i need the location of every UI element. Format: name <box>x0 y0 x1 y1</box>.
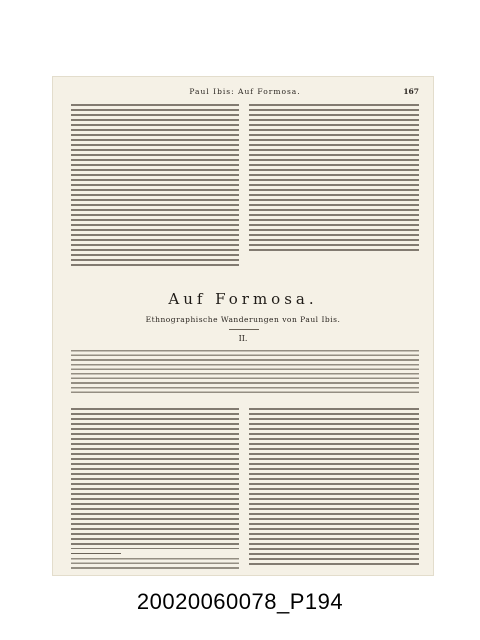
catalog-id: 20020060078_P194 <box>136 589 344 614</box>
article-body-right <box>249 407 419 565</box>
book-page <box>53 77 433 575</box>
section-number: II. <box>238 334 248 343</box>
article-subtitle: Ethnographische Wanderungen von Paul Ibis. <box>145 315 341 324</box>
page-number: 167 <box>403 87 419 96</box>
previous-article-text-right <box>249 103 419 251</box>
footnote-text <box>71 557 239 569</box>
article-body-left <box>71 407 239 549</box>
footnote-divider <box>71 553 121 554</box>
article-title: Auf Formosa. <box>168 290 318 308</box>
running-head-title: Paul Ibis: Auf Formosa. <box>189 87 301 96</box>
previous-article-text-left <box>71 103 239 269</box>
running-head <box>71 87 419 99</box>
section-summary-text <box>71 349 419 393</box>
title-rule <box>229 329 259 330</box>
